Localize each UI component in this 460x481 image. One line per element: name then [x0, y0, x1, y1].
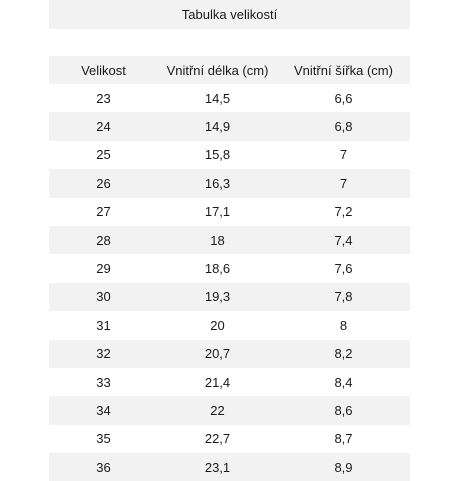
- cell-inner-length: 14,9: [204, 119, 231, 135]
- cell-size: 29: [96, 261, 111, 277]
- table-row: [49, 453, 410, 481]
- table-title-text: Tabulka velikostí: [181, 7, 278, 22]
- table-row: [49, 254, 410, 282]
- table-row: [49, 84, 410, 112]
- cell-inner-width: 8,4: [334, 374, 353, 390]
- cell-inner-width: 7,6: [334, 261, 353, 277]
- table-row: [49, 198, 410, 226]
- cell-size: 23: [96, 90, 111, 106]
- cell-inner-width: 7,4: [334, 232, 353, 248]
- cell-size: 32: [96, 346, 111, 362]
- cell-inner-length: 15,8: [204, 147, 231, 163]
- cell-size: 28: [96, 232, 111, 248]
- cell-inner-length: 19,3: [204, 289, 231, 305]
- size-table: [49, 56, 410, 481]
- header-size: Velikost: [81, 62, 126, 78]
- cell-inner-length: 22,7: [204, 431, 231, 447]
- cell-inner-length: 23,1: [204, 459, 231, 475]
- table-row: [49, 425, 410, 453]
- cell-inner-length: 18,6: [204, 261, 231, 277]
- cell-size: 33: [96, 374, 111, 390]
- cell-inner-width: 7,2: [334, 204, 353, 220]
- cell-size: 30: [96, 289, 111, 305]
- header-row: [49, 56, 410, 84]
- cell-inner-length: 16,3: [204, 175, 231, 191]
- table-row: [49, 283, 410, 311]
- cell-inner-width: 7,8: [334, 289, 353, 305]
- cell-inner-length: 21,4: [204, 374, 231, 390]
- table-row: [49, 226, 410, 254]
- cell-inner-length: 17,1: [204, 204, 231, 220]
- cell-inner-width: 8,6: [334, 402, 353, 418]
- table-row: [49, 396, 410, 424]
- cell-size: 35: [96, 431, 111, 447]
- table-row: [49, 169, 410, 197]
- table-body: [49, 84, 410, 481]
- cell-size: 36: [96, 459, 111, 475]
- cell-size: 26: [96, 175, 111, 191]
- cell-size: 34: [96, 402, 111, 418]
- cell-inner-width: 7: [339, 175, 348, 191]
- cell-inner-length: 20,7: [204, 346, 231, 362]
- table-row: [49, 368, 410, 396]
- cell-inner-width: 8,2: [334, 346, 353, 362]
- cell-inner-width: 7: [339, 147, 348, 163]
- cell-size: 25: [96, 147, 111, 163]
- table-header: [49, 56, 410, 84]
- cell-inner-length: 18: [210, 232, 225, 248]
- table-title: [49, 0, 410, 29]
- cell-inner-length: 22: [210, 402, 225, 418]
- cell-inner-length: 14,5: [204, 90, 231, 106]
- cell-size: 24: [96, 119, 111, 135]
- table-row: [49, 141, 410, 169]
- cell-inner-width: 8,7: [334, 431, 353, 447]
- header-inner-width: Vnitřní šířka (cm): [294, 62, 393, 78]
- header-inner-length: Vnitřní délka (cm): [166, 62, 269, 78]
- cell-inner-width: 6,6: [334, 90, 353, 106]
- cell-inner-width: 8,9: [334, 459, 353, 475]
- cell-inner-length: 20: [210, 317, 225, 333]
- cell-size: 27: [96, 204, 111, 220]
- cell-inner-width: 6,8: [334, 119, 353, 135]
- table-row: [49, 340, 410, 368]
- cell-inner-width: 8: [339, 317, 348, 333]
- table-row: [49, 311, 410, 339]
- cell-size: 31: [96, 317, 111, 333]
- table-row: [49, 112, 410, 140]
